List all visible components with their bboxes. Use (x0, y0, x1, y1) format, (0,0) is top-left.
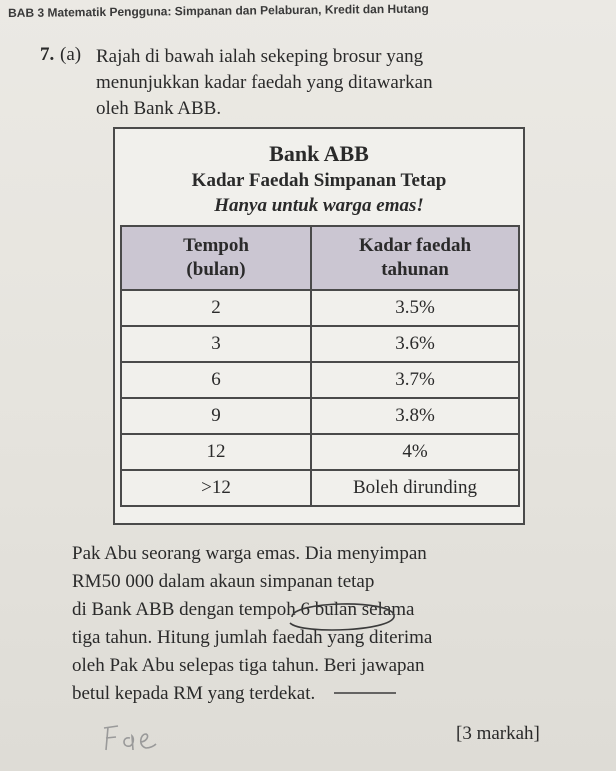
question-number: 7. (40, 44, 55, 65)
table-row (121, 326, 519, 362)
cell-tempoh: 6 (121, 362, 311, 398)
problem-line: tiga tahun. Hitung jumlah faedah yang diterima (72, 627, 433, 648)
cell-tempoh: >12 (121, 470, 311, 506)
cell-tempoh: 12 (121, 434, 311, 470)
chapter-header: BAB 3 Matematik Pengguna: Simpanan dan Pelaburan, Kredit dan Hutang (8, 1, 429, 20)
brochure-note: Hanya untuk warga emas! (214, 195, 424, 216)
marks-label: [3 markah] (456, 723, 540, 744)
cell-tempoh: 2 (121, 290, 311, 326)
table-header-row (121, 226, 519, 290)
cell-kadar: Boleh dirunding (311, 470, 519, 506)
table-row (121, 470, 519, 506)
header-tempoh: Tempoh (bulan) (121, 226, 311, 290)
question-intro (96, 44, 576, 122)
table-row (121, 434, 519, 470)
cell-kadar: 4% (311, 434, 519, 470)
intro-line: oleh Bank ABB. (96, 98, 222, 119)
cell-kadar: 3.7% (311, 362, 519, 398)
interest-rate-table (120, 225, 520, 507)
brochure-subtitle: Kadar Faedah Simpanan Tetap (191, 170, 447, 191)
problem-line: RM50 000 dalam akaun simpanan tetap (72, 571, 375, 592)
cell-tempoh: 9 (121, 398, 311, 434)
cell-tempoh: 3 (121, 326, 311, 362)
table-row (121, 362, 519, 398)
cell-kadar: 3.6% (311, 326, 519, 362)
question-part: (a) (60, 44, 82, 65)
pen-circle-mark (282, 597, 400, 637)
intro-line: menunjukkan kadar faedah yang ditawarkan (96, 72, 433, 93)
problem-line: betul kepada RM yang terdekat. (72, 683, 316, 704)
table-row (121, 290, 519, 326)
header-kadar: Kadar faedah tahunan (311, 226, 519, 290)
cell-kadar: 3.5% (311, 290, 519, 326)
handwriting-scrawl (100, 720, 170, 756)
table-row (121, 398, 519, 434)
bank-brochure (113, 127, 525, 525)
brochure-bank-name: Bank ABB (269, 141, 369, 166)
pen-underline-mark (333, 690, 397, 696)
problem-line: di Bank ABB dengan tempoh 6 bulan selama (72, 599, 415, 620)
cell-kadar: 3.8% (311, 398, 519, 434)
problem-line: oleh Pak Abu selepas tiga tahun. Beri jawapan (72, 655, 425, 676)
intro-line: Rajah di bawah ialah sekeping brosur yang (96, 46, 424, 67)
problem-line: Pak Abu seorang warga emas. Dia menyimpan (72, 543, 427, 564)
